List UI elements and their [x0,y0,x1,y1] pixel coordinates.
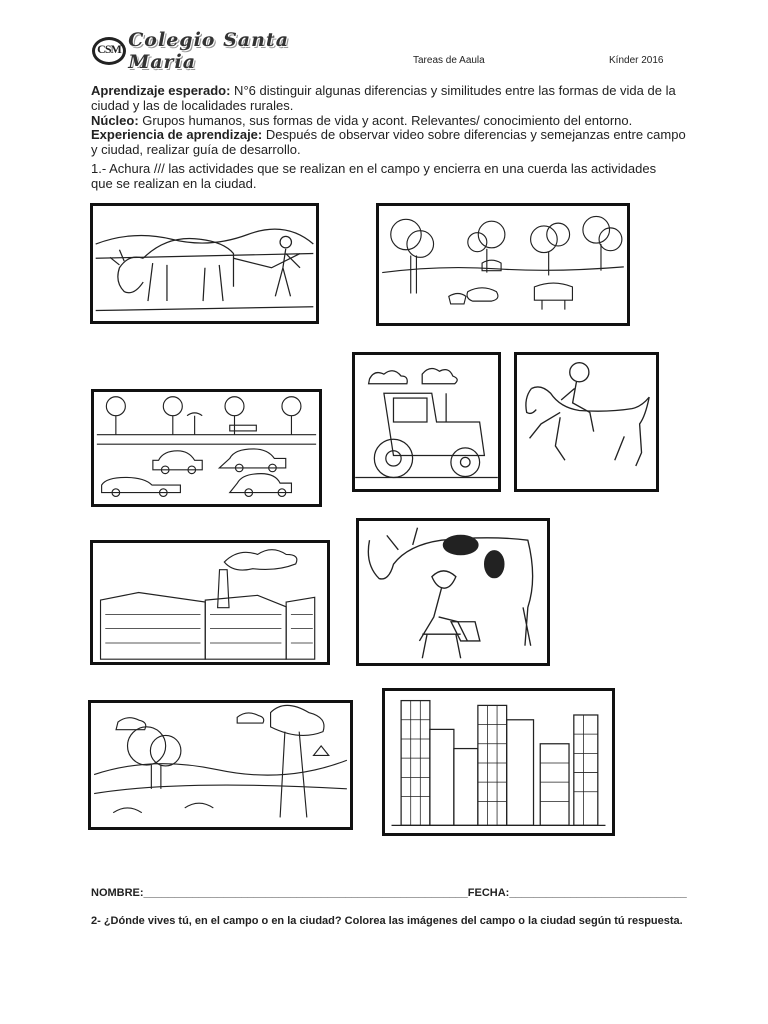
grade-year: Kínder 2016 [609,55,664,66]
skyscrapers-icon [385,691,612,833]
milking-cow-picture[interactable] [356,518,550,666]
ox-plough-picture[interactable] [90,203,319,324]
school-name: Colegio Santa Maria [128,29,290,73]
expected-text: N°6 distinguir algunas diferencias y similitudes entre las formas de vida de la ciudad y las de localidades rurales. [91,83,676,113]
milking-cow-icon [359,521,547,663]
name-date-line[interactable]: NOMBRE:_____________________________________________________FECHA:_____________________________ [91,887,687,899]
city-street-picture[interactable] [91,389,322,507]
school-seal-icon: CSM [92,37,122,65]
rural-landscape-icon [91,703,350,827]
expected-label: Aprendizaje esperado: [91,83,231,98]
core-label: Núcleo: [91,112,139,128]
skyscrapers-picture[interactable] [382,688,615,836]
ox-plough-icon [93,206,316,321]
factory-icon [93,543,327,662]
rural-landscape-picture[interactable] [88,700,353,830]
learning-objectives [91,84,691,158]
subject-label: Tareas de Aaula [413,55,485,66]
school-logo [92,29,338,73]
city-street-icon [94,392,319,504]
question-2: 2- ¿Dónde vives tú, en el campo o en la ciudad? Colorea las imágenes del campo o la ciudad según tú respuesta. [91,915,683,927]
experience-text: Después de observar video sobre diferencias y semejanzas entre campo y ciudad, realizar guía de desarrollo. [91,127,686,158]
horse-rider-picture[interactable] [514,352,659,492]
core-text: Grupos humanos, sus formas de vida y acont. Relevantes/ conocimiento del entorno. [138,112,633,128]
experience-label: Experiencia de aprendizaje: [91,127,263,143]
activity-1-instruction: 1.- Achura /// las actividades que se realizan en el campo y encierra en una cuerda las actividades que se realizan en la ciudad. [91,161,657,191]
countryside-animals-picture[interactable] [376,203,630,326]
horse-rider-icon [517,355,656,489]
tractor-picture[interactable] [352,352,501,492]
countryside-animals-icon [379,206,627,323]
tractor-icon [355,355,498,489]
factory-picture[interactable] [90,540,330,665]
